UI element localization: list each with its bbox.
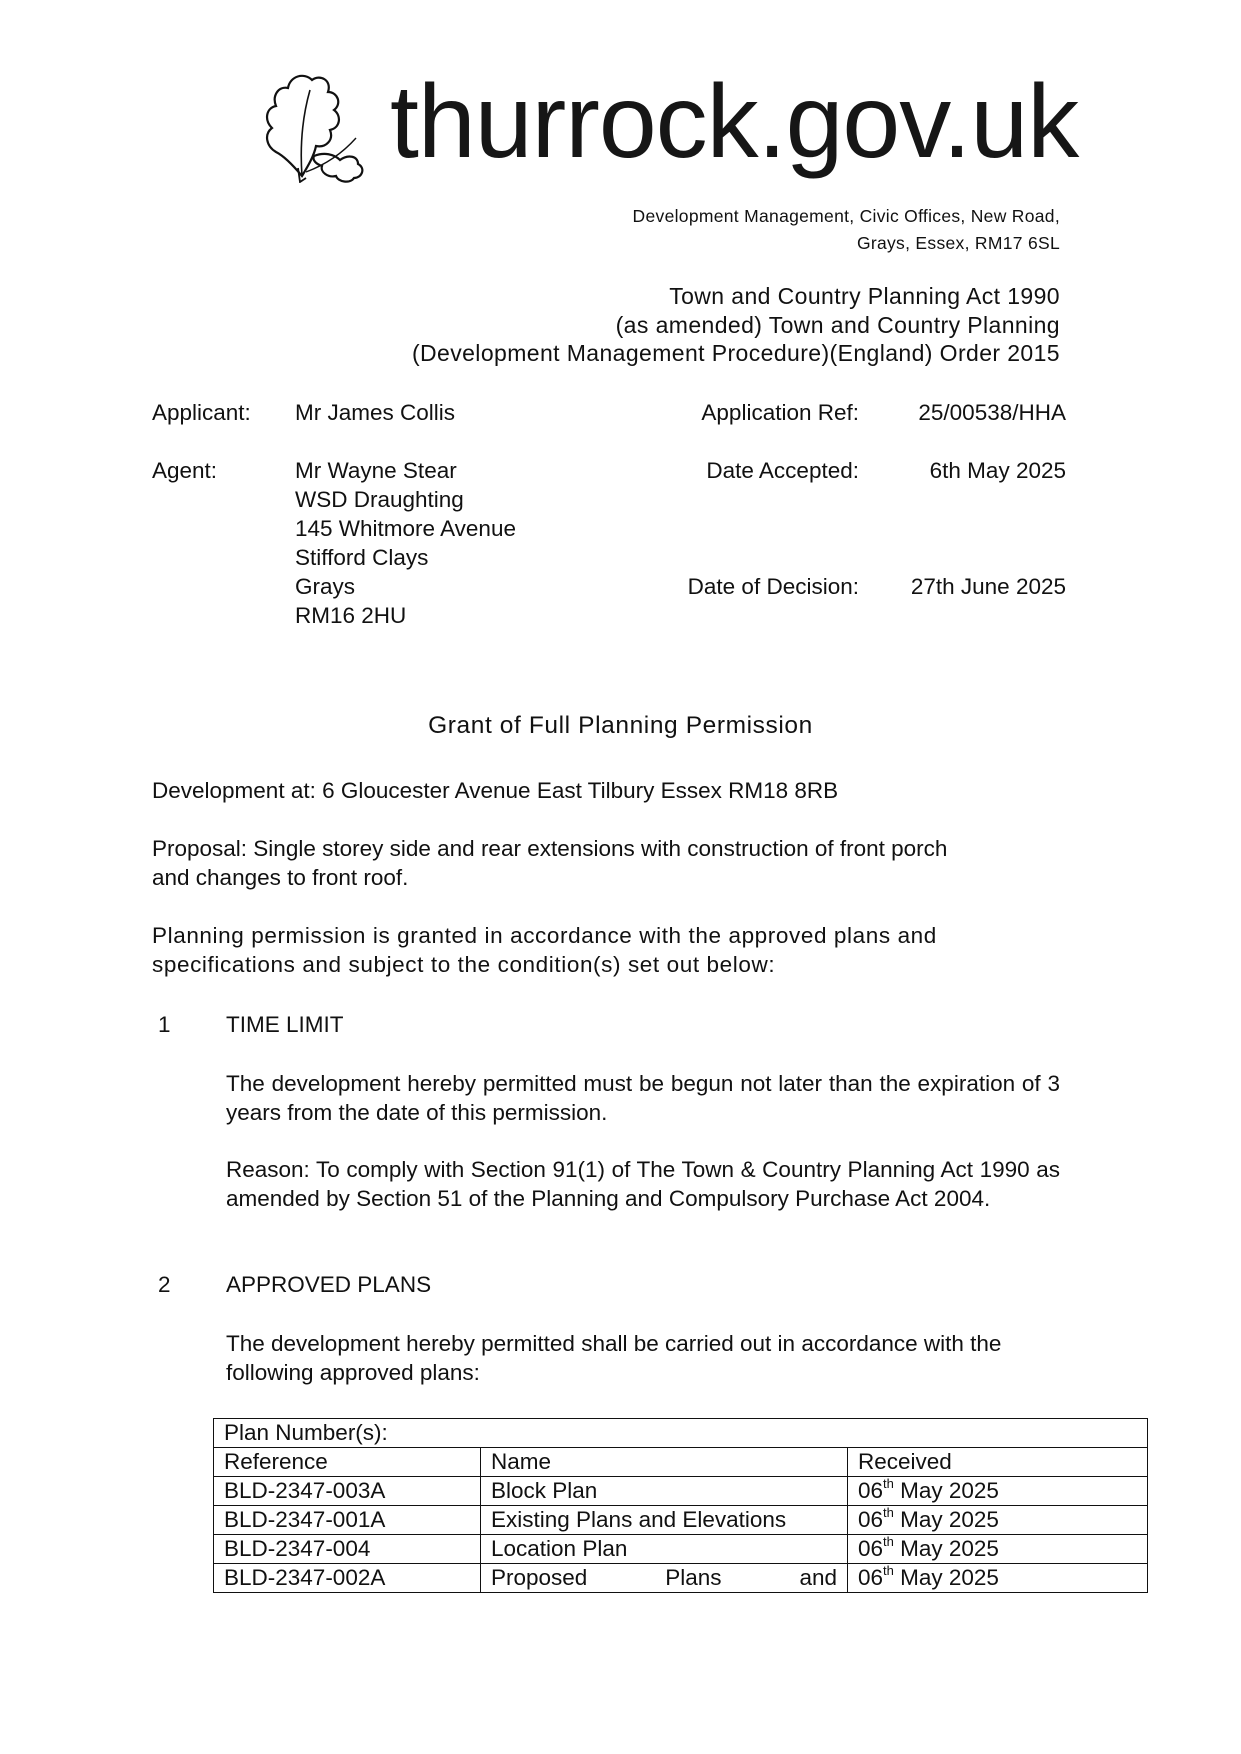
address-line: Development Management, Civic Offices, New Road,	[632, 206, 1060, 226]
table-caption-row	[214, 1419, 1148, 1448]
date-accepted-value: 6th May 2025	[929, 458, 1066, 483]
application-ref-label: Application Ref:	[701, 400, 859, 425]
plan-reference: BLD-2347-002A	[214, 1564, 481, 1593]
condition-text: The development hereby permitted shall be carried out in accordance with the following approved plans:	[226, 1331, 1002, 1385]
plan-reference: BLD-2347-001A	[214, 1506, 481, 1535]
column-header-name: Name	[481, 1448, 848, 1477]
table-row	[214, 1477, 1148, 1506]
table-caption: Plan Number(s):	[214, 1419, 1148, 1448]
permission-line: Planning permission is granted in accordance with the approved plans and	[152, 923, 937, 948]
permission-line: specifications and subject to the condition(s) set out below:	[152, 951, 776, 977]
agent-line: Stifford Clays	[295, 545, 429, 570]
applicant-value: Mr James Collis	[295, 400, 456, 425]
act-line: (as amended) Town and Country Planning	[615, 311, 1060, 338]
address-line: Grays, Essex, RM17 6SL	[856, 233, 1060, 253]
date-accepted-label: Date Accepted:	[706, 458, 859, 483]
proposal-line: Proposal: Single storey side and rear extensions with construction of front porch	[152, 836, 948, 861]
column-header-received: Received	[848, 1448, 1148, 1477]
condition-reason: Reason: To comply with Section 91(1) of The Town & Country Planning Act 1990 as amended by Section 51 of the Planning and Compulsory Purchase Act 2004.	[226, 1157, 1060, 1211]
condition-text: The development hereby permitted must be begun not later than the expiration of 3 years from the date of this permission.	[226, 1071, 1060, 1125]
plan-name: Existing Plans and Elevations	[481, 1506, 848, 1535]
approved-plans-table	[213, 1418, 1148, 1593]
plan-received: 06th May 2025	[848, 1477, 1148, 1506]
agent-address	[295, 456, 516, 630]
condition-number: 2	[158, 1272, 171, 1297]
application-ref-value: 25/00538/HHA	[918, 400, 1066, 425]
act-line: Town and Country Planning Act 1990	[669, 283, 1060, 309]
council-address	[633, 203, 1060, 257]
table-row	[214, 1564, 1148, 1593]
table-header-row	[214, 1448, 1148, 1477]
condition-title: APPROVED PLANS	[226, 1272, 432, 1297]
proposal-text	[152, 835, 1062, 892]
plan-received: 06th May 2025	[848, 1506, 1148, 1535]
plan-name: Location Plan	[481, 1535, 848, 1564]
agent-line: RM16 2HU	[295, 603, 407, 628]
thurrock-logo	[262, 64, 1079, 188]
agent-line: Mr Wayne Stear	[295, 458, 457, 483]
legislation-heading	[412, 282, 1060, 368]
date-of-decision-label: Date of Decision:	[687, 574, 859, 599]
agent-line: 145 Whitmore Avenue	[295, 516, 516, 541]
column-header-reference: Reference	[214, 1448, 481, 1477]
applicant-label: Applicant:	[152, 400, 251, 425]
development-address: Development at: 6 Gloucester Avenue East Tilbury Essex RM18 8RB	[152, 778, 839, 803]
table-row	[214, 1506, 1148, 1535]
logo-wordmark: thurrock.gov.uk	[390, 64, 1079, 180]
plan-reference: BLD-2347-003A	[214, 1477, 481, 1506]
condition-number: 1	[158, 1012, 171, 1037]
plan-received: 06th May 2025	[848, 1535, 1148, 1564]
plan-reference: BLD-2347-004	[214, 1535, 481, 1564]
condition-title: TIME LIMIT	[226, 1012, 344, 1037]
plan-name: Proposed Plans and	[481, 1564, 848, 1593]
permission-statement	[152, 922, 1062, 979]
plan-name: Block Plan	[481, 1477, 848, 1506]
table-row	[214, 1535, 1148, 1564]
agent-line: Grays	[295, 574, 356, 599]
agent-line: WSD Draughting	[295, 487, 464, 512]
act-line: (Development Management Procedure)(England) Order 2015	[411, 340, 1060, 366]
plan-received: 06th May 2025	[848, 1564, 1148, 1593]
agent-label: Agent:	[152, 458, 218, 483]
date-of-decision-value: 27th June 2025	[910, 574, 1066, 599]
document-title: Grant of Full Planning Permission	[428, 712, 813, 739]
oak-leaf-icon	[262, 68, 367, 183]
proposal-line: and changes to front roof.	[152, 864, 409, 890]
